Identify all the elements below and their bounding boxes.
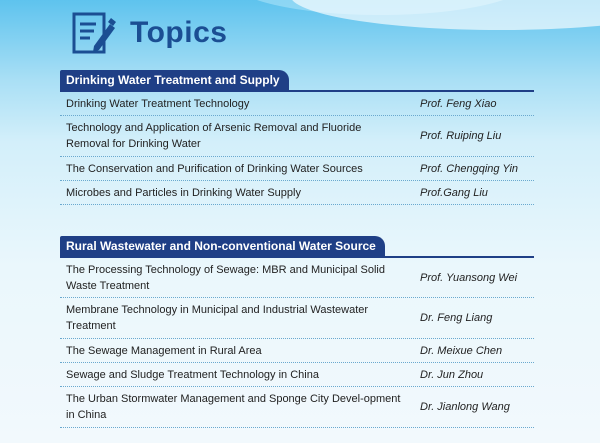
page-header — [72, 8, 227, 58]
topic-title: The Urban Stormwater Management and Sponge City Devel-opment in China — [66, 393, 401, 421]
document-pencil-icon — [72, 10, 116, 56]
topic-row — [60, 92, 534, 116]
topic-list — [60, 92, 534, 205]
speaker-name: Prof.Gang Liu — [420, 186, 488, 199]
speaker-name: Prof. Feng Xiao — [420, 97, 497, 110]
topic-row — [60, 157, 534, 181]
topic-title: The Sewage Management in Rural Area — [66, 344, 262, 357]
section-title: Drinking Water Treatment and Supply — [60, 70, 289, 90]
topic-row — [60, 363, 534, 387]
speaker-name: Prof. Ruiping Liu — [420, 130, 502, 142]
speaker-name: Dr. Jun Zhou — [420, 368, 484, 381]
section-drinking-water — [60, 70, 534, 205]
section-title: Rural Wastewater and Non-conventional Water Source — [60, 236, 385, 256]
topic-title: Membrane Technology in Municipal and Industrial Wastewater Treatment — [66, 304, 369, 332]
topic-row — [60, 116, 534, 157]
section-rural-wastewater — [60, 236, 534, 428]
topic-row — [60, 258, 534, 298]
speaker-name: Prof. Yuansong Wei — [420, 271, 518, 284]
topic-title: Microbes and Particles in Drinking Water Supply — [66, 186, 301, 199]
topic-title: Sewage and Sludge Treatment Technology in China — [66, 368, 319, 381]
speaker-name: Dr. Jianlong Wang — [420, 401, 510, 413]
page-title: Topics — [130, 16, 228, 49]
speaker-name: Dr. Feng Liang — [420, 312, 493, 324]
topic-title: The Processing Technology of Sewage: MBR and Municipal Solid Waste Treatment — [66, 263, 385, 292]
speaker-name: Dr. Meixue Chen — [420, 344, 503, 357]
topic-row — [60, 181, 534, 205]
speaker-name: Prof. Chengqing Yin — [420, 162, 519, 175]
topic-title: The Conservation and Purification of Drinking Water Sources — [66, 162, 363, 175]
topic-title: Technology and Application of Arsenic Removal and Fluoride Removal for Drinking Water — [66, 122, 362, 150]
topic-row — [60, 298, 534, 339]
topic-row — [60, 387, 534, 428]
topic-row — [60, 339, 534, 363]
topic-list — [60, 258, 534, 428]
topic-title: Drinking Water Treatment Technology — [66, 97, 250, 110]
header-wave-decoration — [290, 0, 600, 30]
